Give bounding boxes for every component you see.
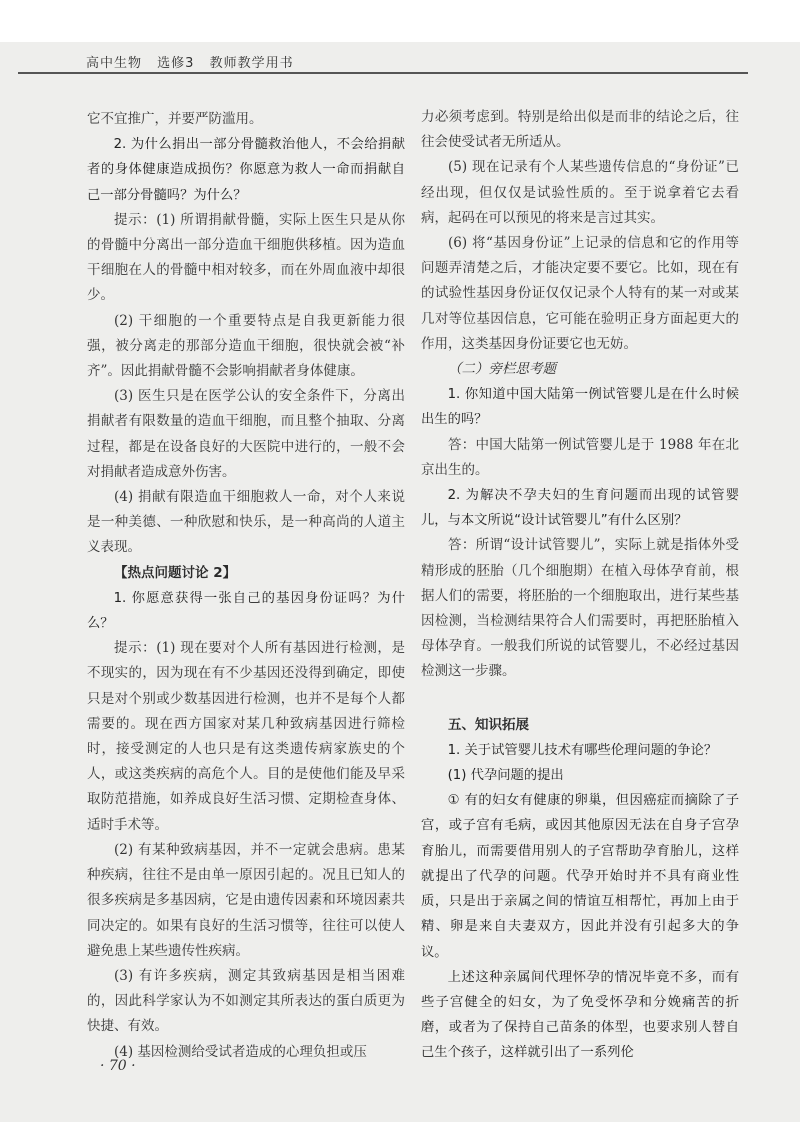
subsection-heading: （二）旁栏思考题: [448, 361, 556, 378]
answer-paragraph: 答：中国大陆第一例试管婴儿是于 1988 年在北京出生的。: [421, 436, 739, 478]
answer-paragraph: (4) 基因检测给受试者造成的心理负担或压: [114, 1043, 367, 1060]
paragraph: 它不宜推广，并要严防滥用。: [87, 111, 263, 127]
question: 2. 为解决不孕夫妇的生育问题而出现的试管婴儿，与本文所说“设计试管婴儿”有什么区别？: [421, 488, 739, 529]
paragraph: 力必须考虑到。特别是给出似是而非的结论之后，往往会使受试者无所适从。: [421, 109, 739, 151]
question: 1. 你知道中国大陆第一例试管婴儿是在什么时候出生的吗？: [421, 387, 739, 428]
answer-paragraph: (2) 干细胞的一个重要特点是自我更新能力很强，被分离走的那部分造血干细胞，很快就会被“补齐”。因此捐献骨髓不会影响捐献者身体健康。: [87, 312, 405, 380]
book-type: 教师教学用书: [209, 56, 294, 71]
question: 2. 为什么捐出一部分骨髓救治他人，不会给捐献者的身体健康造成损伤？你愿意为救人一命而捐献自己一部分骨髓吗？为什么？: [87, 137, 405, 203]
book-title: 高中生物: [86, 56, 143, 71]
paragraph: ① 有的妇女有健康的卵巢，但因癌症而摘除了子宫，或子宫有毛病，或因其他原因无法在自身子宫孕育胎儿，而需要借用别人的子宫帮助孕育胎儿，这样就提出了代孕的问题。代孕开始时并不具有商业性质，只是出于亲属之间的情谊互相帮忙，再加上由于精、卵是来自夫妻双方，因此并没有引起多大的争议。: [421, 793, 739, 960]
answer-paragraph: 提示：(1) 现在要对个人所有基因进行检测，是不现实的，因为现在有不少基因还没得到确定，即使只是对个别或少数基因进行检测，也并不是每个人都需要的。现在西方国家对某几种致病基因进行筛检时，接受测定的人也只是有这类遗传病家族史的个人，或这类疾病的高危个人。目的是使他们能及早采取防范措施，如养成良好生活习惯、定期检查身体、适时手术等。: [87, 640, 405, 833]
question: 1. 关于试管婴儿技术有哪些伦理问题的争论？: [447, 742, 718, 758]
volume-label: 选修3: [157, 56, 195, 71]
answer-paragraph: (3) 有许多疾病，测定其致病基因是相当困难的，因此科学家认为不如测定其所表达的蛋白质更为快捷、有效。: [87, 967, 405, 1035]
header-rule: [18, 72, 748, 74]
left-column: [87, 107, 405, 1065]
answer-paragraph: (5) 现在记录有个人某些遗传信息的“身份证”已经出现，但仅仅是试验性质的。至于说拿着它去看病，起码在可以预见的将来是言过其实。: [421, 159, 739, 226]
subtopic: (1) 代孕问题的提出: [447, 768, 564, 784]
answer-paragraph: 提示：(1) 所谓捐献骨髓，实际上医生只是从你的骨髓中分离出一部分造血干细胞供移植。因为造血干细胞在人的骨髓中相对较多，而在外周血液中却很少。: [87, 211, 405, 304]
answer-paragraph: (6) 将“基因身份证”上记录的信息和它的作用等问题弄清楚之后，才能决定要不要它。比如，现在有的试验性基因身份证仅仅记录个人特有的某一对或某几对等位基因信息，它可能在验明正身方面起更大的作用，这类基因身份证要它也无妨。: [421, 235, 739, 352]
paragraph: 上述这种亲属间代理怀孕的情况毕竟不多，而有些子宫健全的妇女，为了免受怀孕和分娩痛苦的折磨，或者为了保持自己苗条的体型，也要求别人替自己生个孩子，这样就引出了一系列伦: [421, 969, 739, 1061]
section-heading: 【热点问题讨论 2】: [114, 564, 237, 581]
section-heading: 五、知识拓展: [448, 716, 529, 733]
answer-paragraph: (4) 捐献有限造血干细胞救人一命，对个人来说是一种美德、一种欣慰和快乐，是一种高尚的人道主义表现。: [87, 489, 405, 556]
page-number: · 70 ·: [100, 1058, 136, 1074]
answer-paragraph: (3) 医生只是在医学公认的安全条件下，分离出捐献者有限数量的造血干细胞，而且整个抽取、分离过程，都是在设备良好的大医院中进行的，一般不会对捐献者造成意外伤害。: [87, 388, 405, 480]
answer-paragraph: (2) 有某种致病基因，并不一定就会患病。患某种疾病，往往不是由单一原因引起的。况且已知人的很多疾病是多基因病，它是由遗传因素和环境因素共同决定的。如果有良好的生活习惯等，往往可以使人避免患上某些遗传性疾病。: [87, 841, 405, 959]
running-head: [86, 52, 304, 71]
right-column: [421, 105, 739, 1066]
question: 1. 你愿意获得一张自己的基因身份证吗？为什么？: [87, 590, 405, 632]
answer-paragraph: 答：所谓“设计试管婴儿”，实际上就是指体外受精形成的胚胎（几个细胞期）在植入母体孕育前，根据人们的需要，将胚胎的一个细胞取出，进行某些基因检测，当检测结果符合人们需要时，再把胚胎植入母体孕育。一般我们所说的试管婴儿，不必经过基因检测这一步骤。: [421, 537, 739, 680]
